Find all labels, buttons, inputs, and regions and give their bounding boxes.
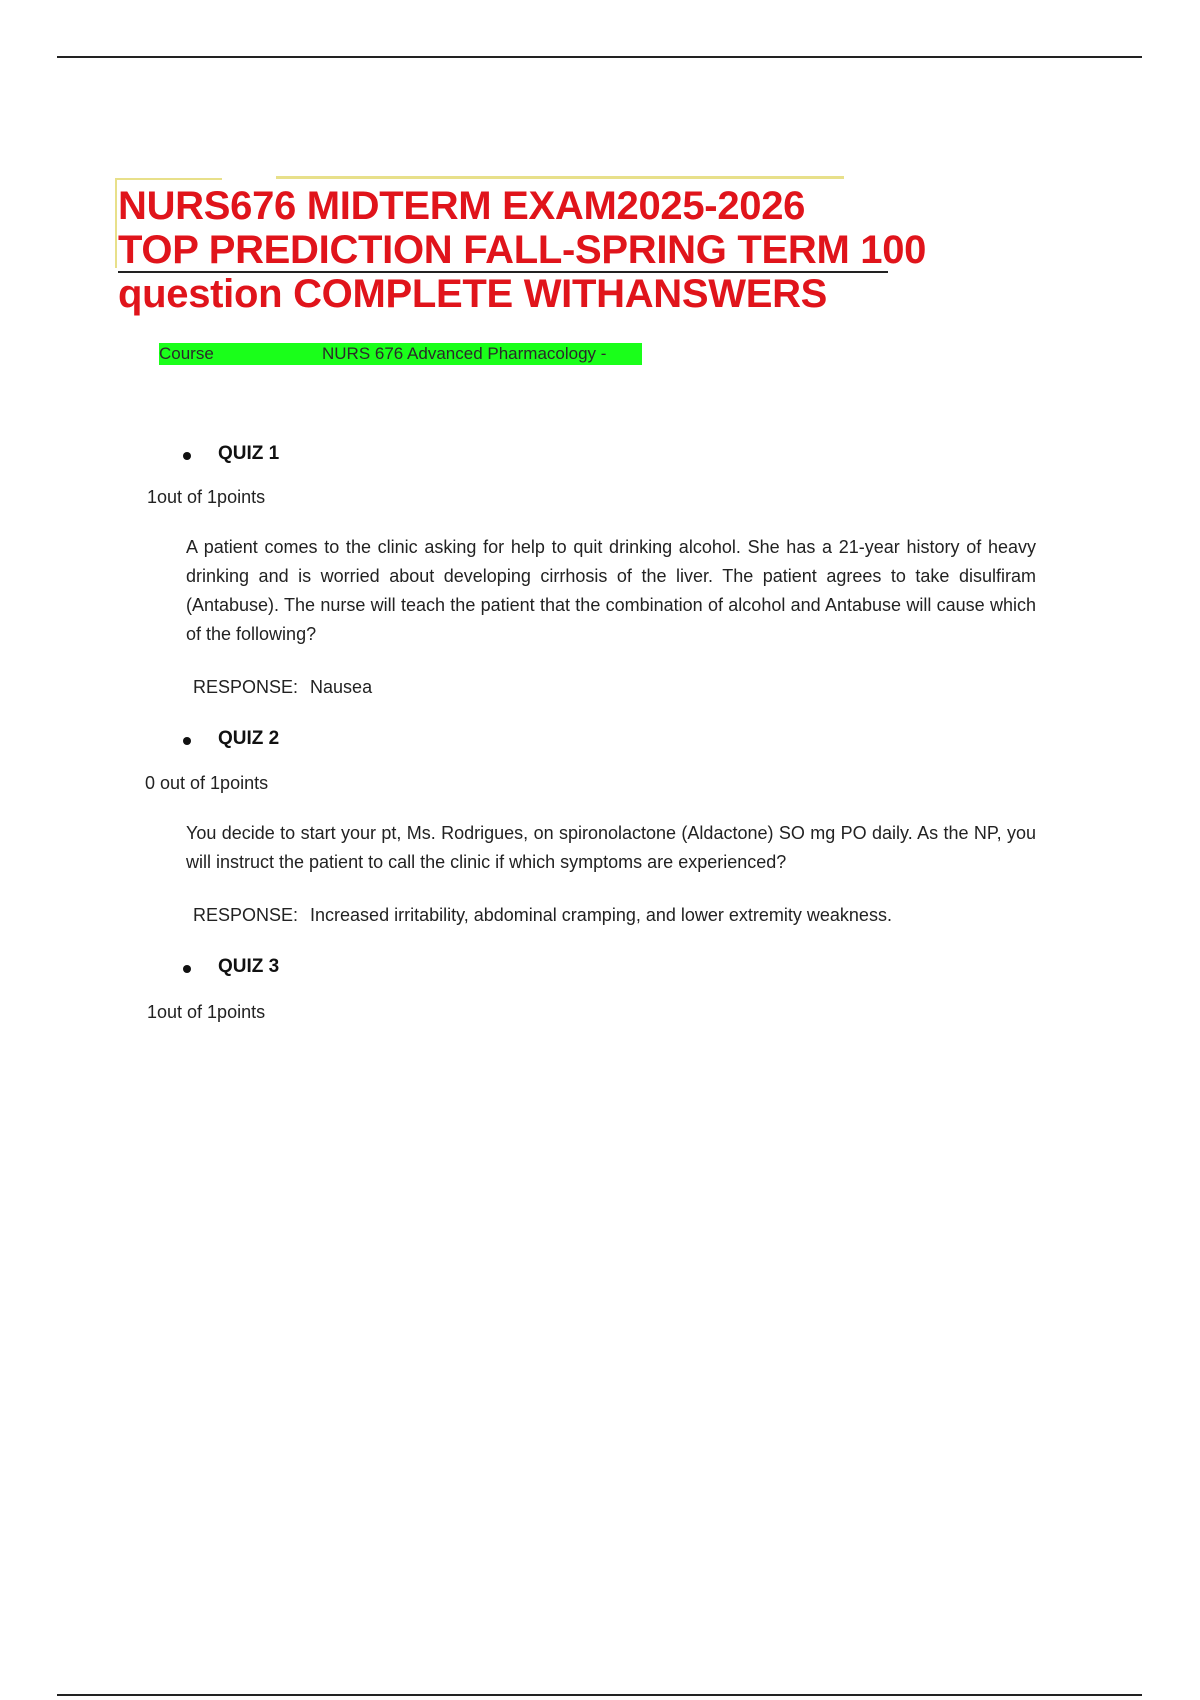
title-line-1: NURS676 MIDTERM EXAM2025-2026 — [118, 184, 806, 228]
response-answer: Increased irritability, abdominal cramping, and lower extremity weakness. — [310, 905, 892, 925]
quiz-2-title: QUIZ 2 — [218, 728, 280, 749]
title-line-2: TOP PREDICTION FALL-SPRING TERM 100 — [118, 228, 927, 272]
quiz-3-title: QUIZ 3 — [218, 956, 280, 977]
course-row — [159, 343, 642, 365]
document-title — [118, 174, 1018, 316]
quiz-1-title: QUIZ 1 — [218, 443, 280, 464]
quiz-1-response — [193, 677, 372, 698]
title-highlight-mark — [276, 176, 844, 179]
bullet-icon — [183, 737, 191, 745]
course-label: Course — [159, 344, 214, 363]
quiz-1-question: A patient comes to the clinic asking for help to quit drinking alcohol. She has a 21-year history of heavy drinking and is worried about developing cirrhosis of the liver. The patient agrees to take disulfiram (Antabuse). The nurse will teach the patient that the combination of alcohol and Antabuse will cause which of the following? — [186, 537, 1036, 644]
bottom-rule — [57, 1694, 1142, 1696]
top-rule — [57, 56, 1142, 58]
quiz-2-question: You decide to start your pt, Ms. Rodrigues, on spironolactone (Aldactone) SO mg PO daily. As the NP, you will instruct the patient to call the clinic if which symptoms are experienced? — [186, 823, 1036, 872]
bullet-icon — [183, 452, 191, 460]
course-value: NURS 676 Advanced Pharmacology - — [322, 344, 607, 363]
quiz-2-response — [193, 905, 892, 926]
quiz-1-score: 1out of 1points — [147, 487, 266, 507]
response-label: RESPONSE: — [193, 677, 299, 697]
response-answer: Nausea — [310, 677, 373, 697]
quiz-2-score: 0 out of 1points — [145, 773, 269, 793]
quiz-3-score: 1out of 1points — [147, 1002, 266, 1022]
title-line-3: question COMPLETE WITHANSWERS — [118, 272, 828, 316]
bullet-icon — [183, 965, 191, 973]
response-label: RESPONSE: — [193, 905, 299, 925]
